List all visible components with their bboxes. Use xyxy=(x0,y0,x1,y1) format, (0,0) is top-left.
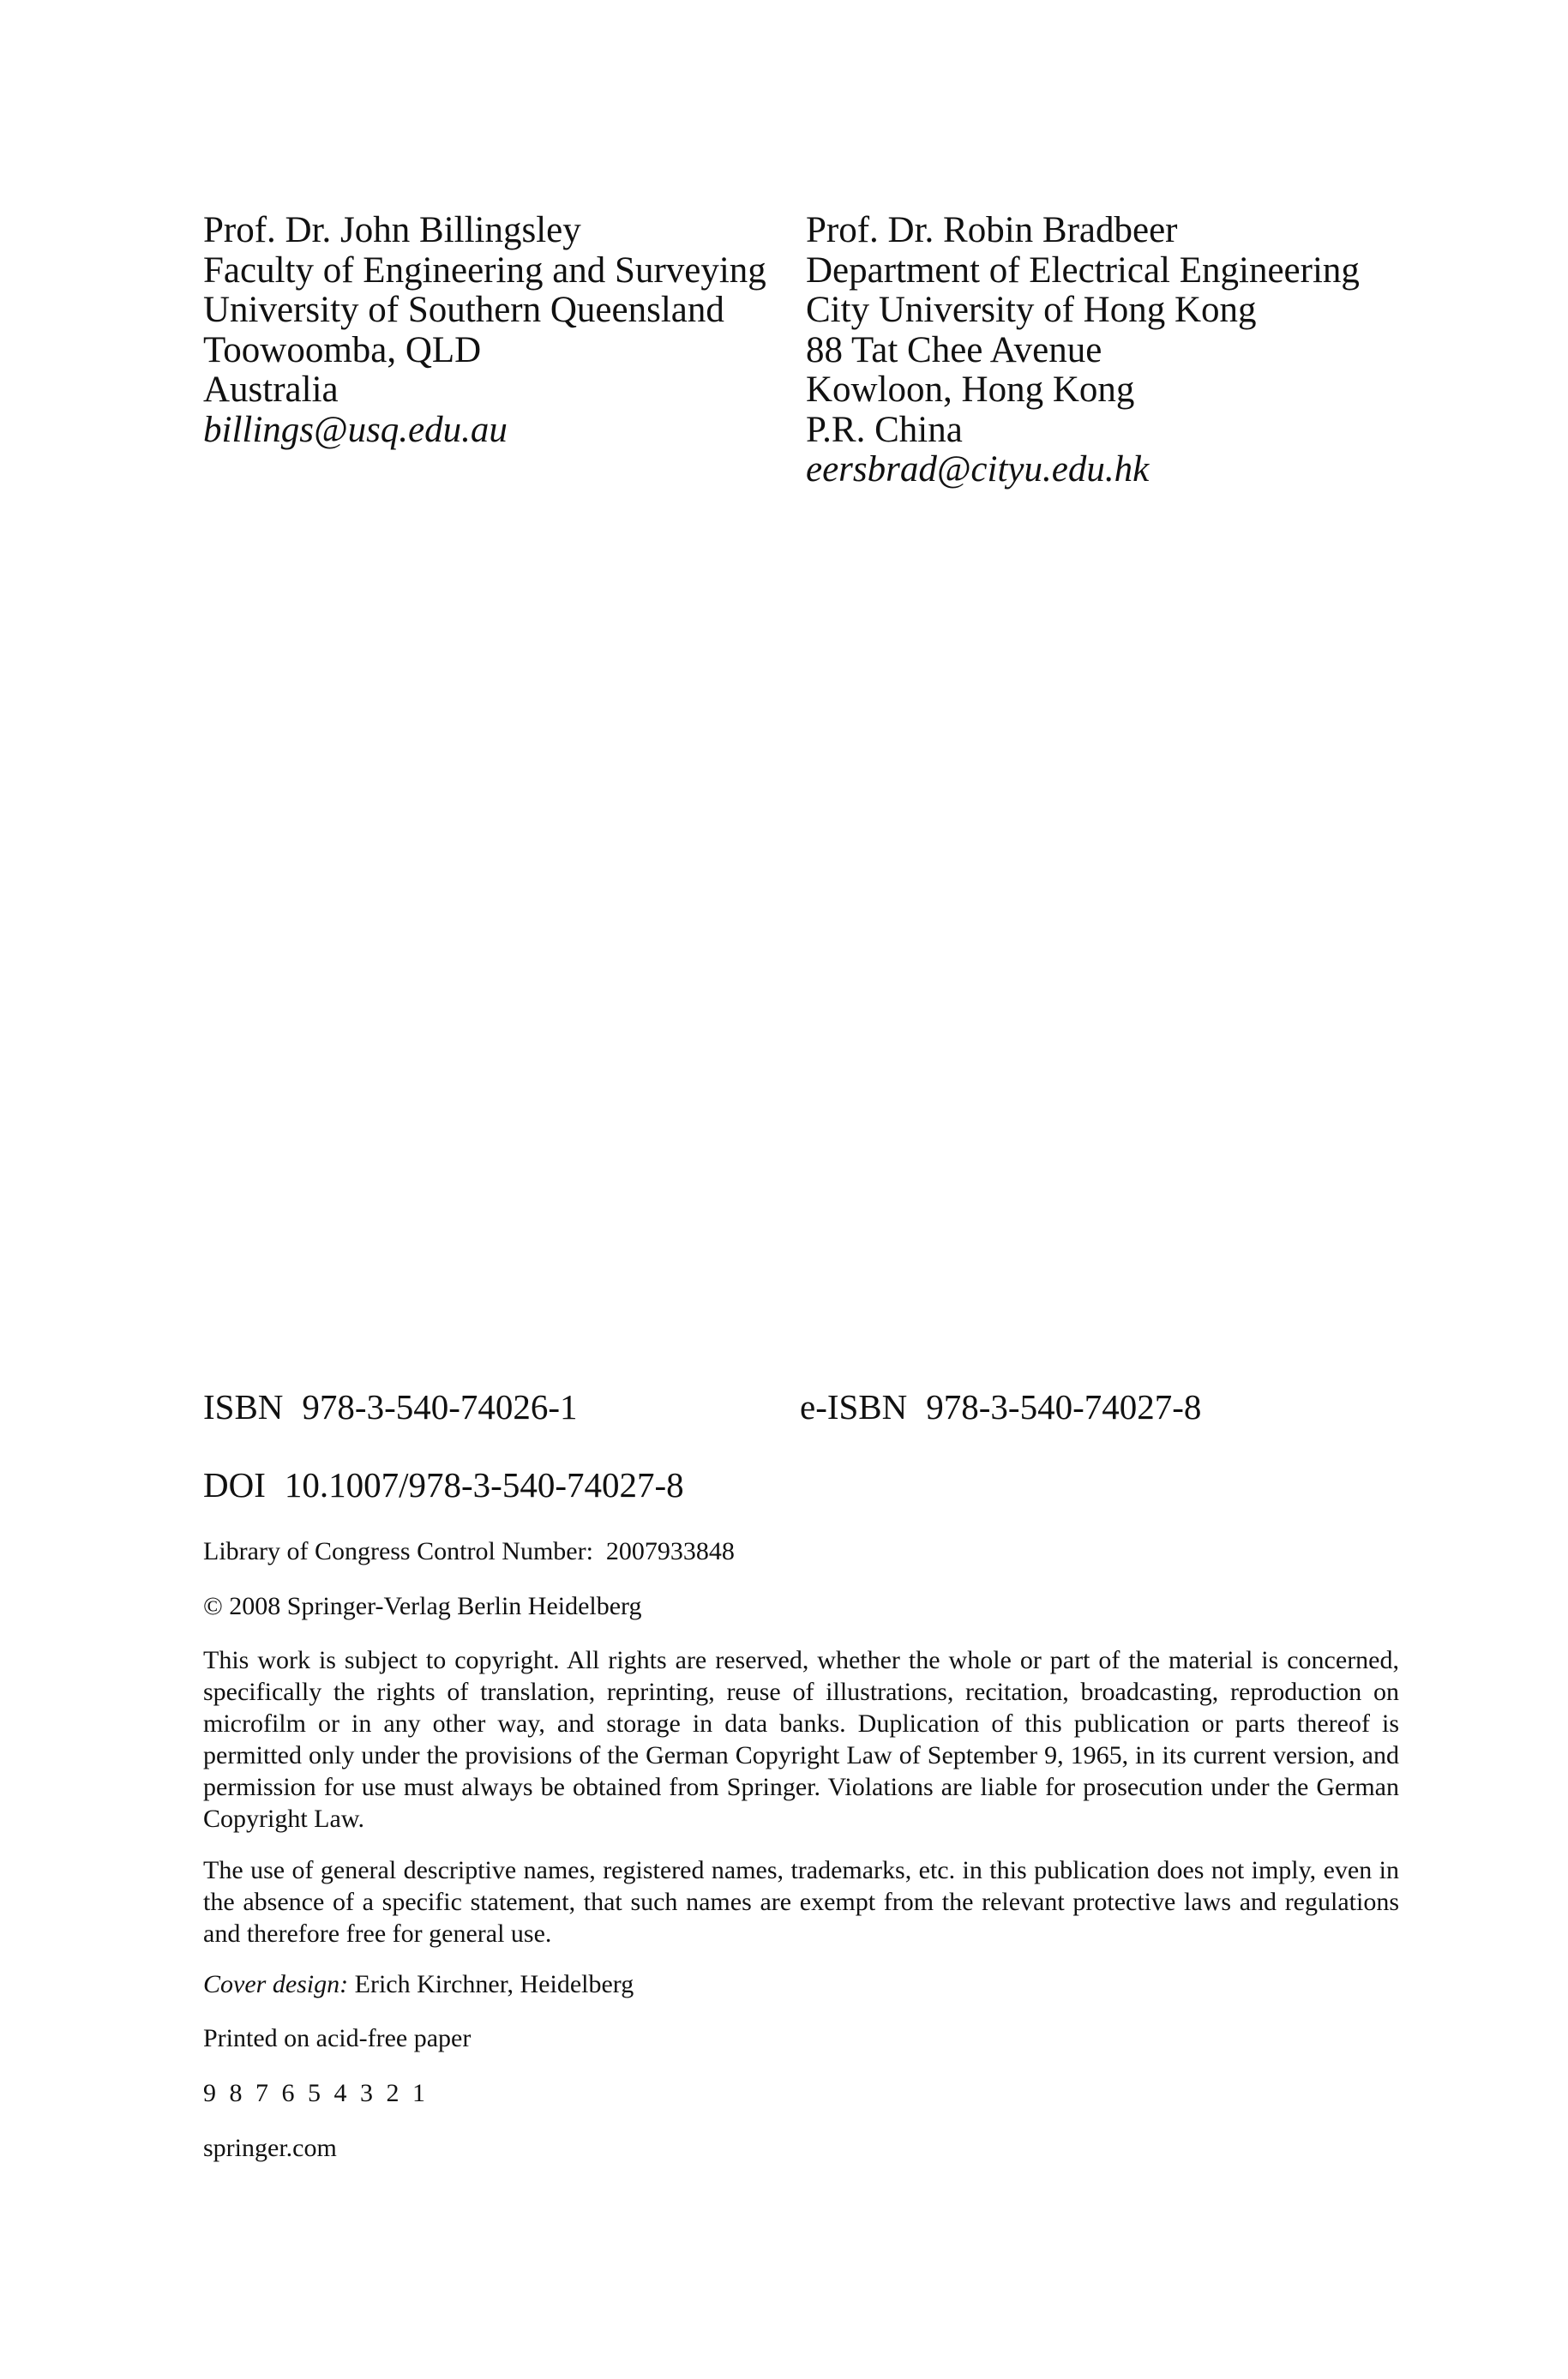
lccn-line: Library of Congress Control Number: 2007933848 xyxy=(203,1537,735,1565)
isbn-label: ISBN xyxy=(203,1387,284,1427)
editor-name: Prof. Dr. Robin Bradbeer xyxy=(806,210,1178,250)
editor-address-line: 88 Tat Chee Avenue xyxy=(806,329,1102,370)
editor-email: eersbrad@cityu.edu.hk xyxy=(806,449,1150,490)
rights-paragraph xyxy=(203,1644,1399,1835)
editor-address-block-bradbeer xyxy=(806,211,1360,490)
rights-paragraph-text: This work is subject to copyright. All rights are reserved, whether the whole or part of the material is concerned, specifically the rights of translation, reprinting, reuse of illustrations, recitation, broadcasting, reproduction on microfilm or in any other way, and storage in data banks. Duplication of this publication or parts thereof is permitted only under the provisions of the German Copyright Law of September 9, 1965, in its current version, and permission for use must always be obtained from Springer. Violations are liable for prosecution under the German Copyright Law. xyxy=(203,1646,1399,1833)
doi-value: 10.1007/978-3-540-74027-8 xyxy=(284,1465,684,1505)
eisbn-line xyxy=(800,1386,1201,1427)
cover-design-label: Cover design: xyxy=(203,1970,349,1998)
cover-design-line xyxy=(203,1968,1399,2000)
editor-address-line: P.R. China xyxy=(806,409,963,450)
use-paragraph xyxy=(203,1854,1399,1949)
doi-label: DOI xyxy=(203,1465,266,1505)
eisbn-value: 978-3-540-74027-8 xyxy=(926,1387,1202,1427)
editor-address-block-billingsley xyxy=(203,211,766,450)
website-line: springer.com xyxy=(203,2134,337,2162)
printed-line: Printed on acid-free paper xyxy=(203,2024,472,2052)
use-paragraph-text: The use of general descriptive names, registered names, trademarks, etc. in this publication does not imply, even in the absence of a specific statement, that such names are exempt from the relevant protective laws and regulations and therefore free for general use. xyxy=(203,1856,1399,1948)
editor-address-line: Kowloon, Hong Kong xyxy=(806,369,1135,410)
editor-address-line: Faculty of Engineering and Surveying xyxy=(203,249,766,291)
eisbn-label: e-ISBN xyxy=(800,1387,908,1427)
editor-email: billings@usq.edu.au xyxy=(203,409,508,450)
copyright-line: © 2008 Springer-Verlag Berlin Heidelberg xyxy=(203,1592,642,1620)
isbn-value: 978-3-540-74026-1 xyxy=(302,1387,578,1427)
editor-address-line: Department of Electrical Engineering xyxy=(806,249,1360,291)
print-run-line: 9 8 7 6 5 4 3 2 1 xyxy=(203,2079,429,2107)
editor-address-line: University of Southern Queensland xyxy=(203,290,724,330)
isbn-line xyxy=(203,1386,578,1427)
editor-address-line: Australia xyxy=(203,369,339,410)
cover-design-value: Erich Kirchner, Heidelberg xyxy=(348,1970,634,1998)
editor-address-line: Toowoomba, QLD xyxy=(203,329,482,370)
editor-address-line: City University of Hong Kong xyxy=(806,290,1257,330)
doi-line xyxy=(203,1464,684,1505)
editor-name: Prof. Dr. John Billingsley xyxy=(203,210,581,250)
